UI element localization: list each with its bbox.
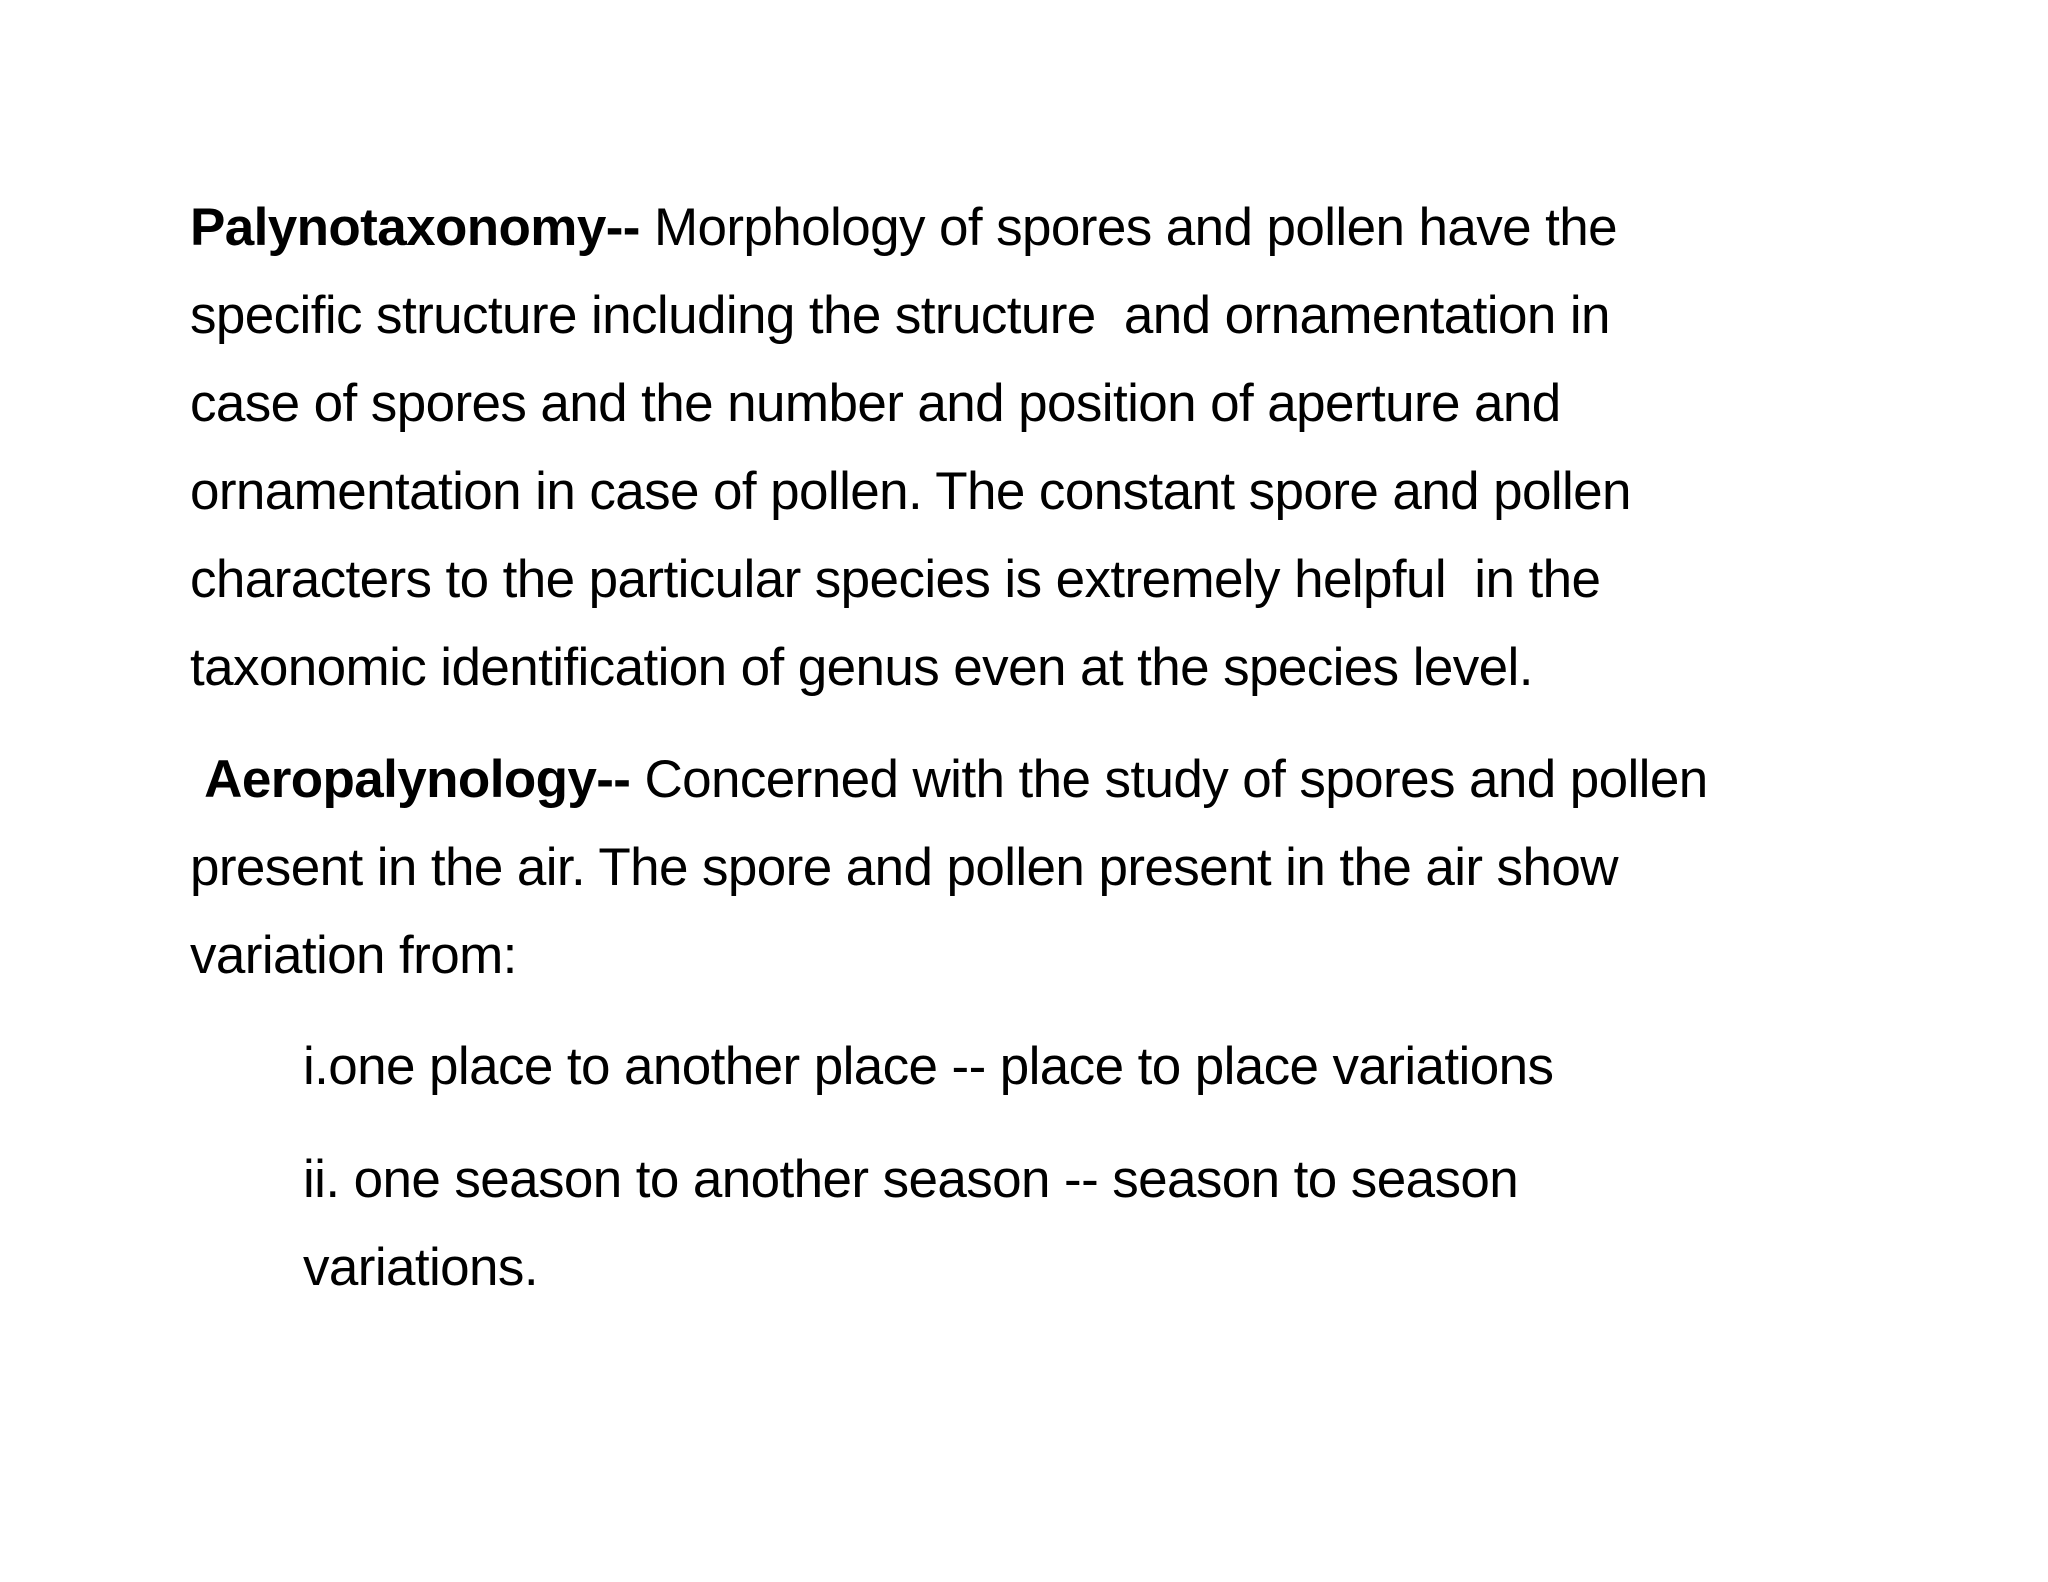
palynotaxonomy-term: Palynotaxonomy-- [190,198,640,257]
palynotaxonomy-line-2: specific structure including the structure and ornamentation in [190,286,1610,345]
list-item-2-line-1: ii. one season to another season -- season to season [303,1150,1519,1209]
aeropalynology-line-3: variation from: [190,926,517,985]
list-item-1: i.one place to another place -- place to place variations [303,1037,1554,1096]
palynotaxonomy-text: Morphology of spores and pollen have the [639,198,1617,257]
aeropalynology-line-2: present in the air. The spore and pollen present in the air show [190,838,1618,897]
palynotaxonomy-line-1 [190,196,1617,260]
palynotaxonomy-line-4: ornamentation in case of pollen. The constant spore and pollen [190,462,1631,521]
aeropalynology-lead-space [190,750,204,809]
palynotaxonomy-line-3: case of spores and the number and position of aperture and [190,374,1561,433]
aeropalynology-line-1 [190,748,1708,812]
palynotaxonomy-line-6: taxonomic identification of genus even at the species level. [190,638,1533,697]
aeropalynology-term: Aeropalynology-- [204,750,631,809]
palynotaxonomy-line-5: characters to the particular species is extremely helpful in the [190,550,1601,609]
list-item-2-line-2: variations. [303,1238,538,1297]
aeropalynology-text: Concerned with the study of spores and pollen [630,750,1708,809]
